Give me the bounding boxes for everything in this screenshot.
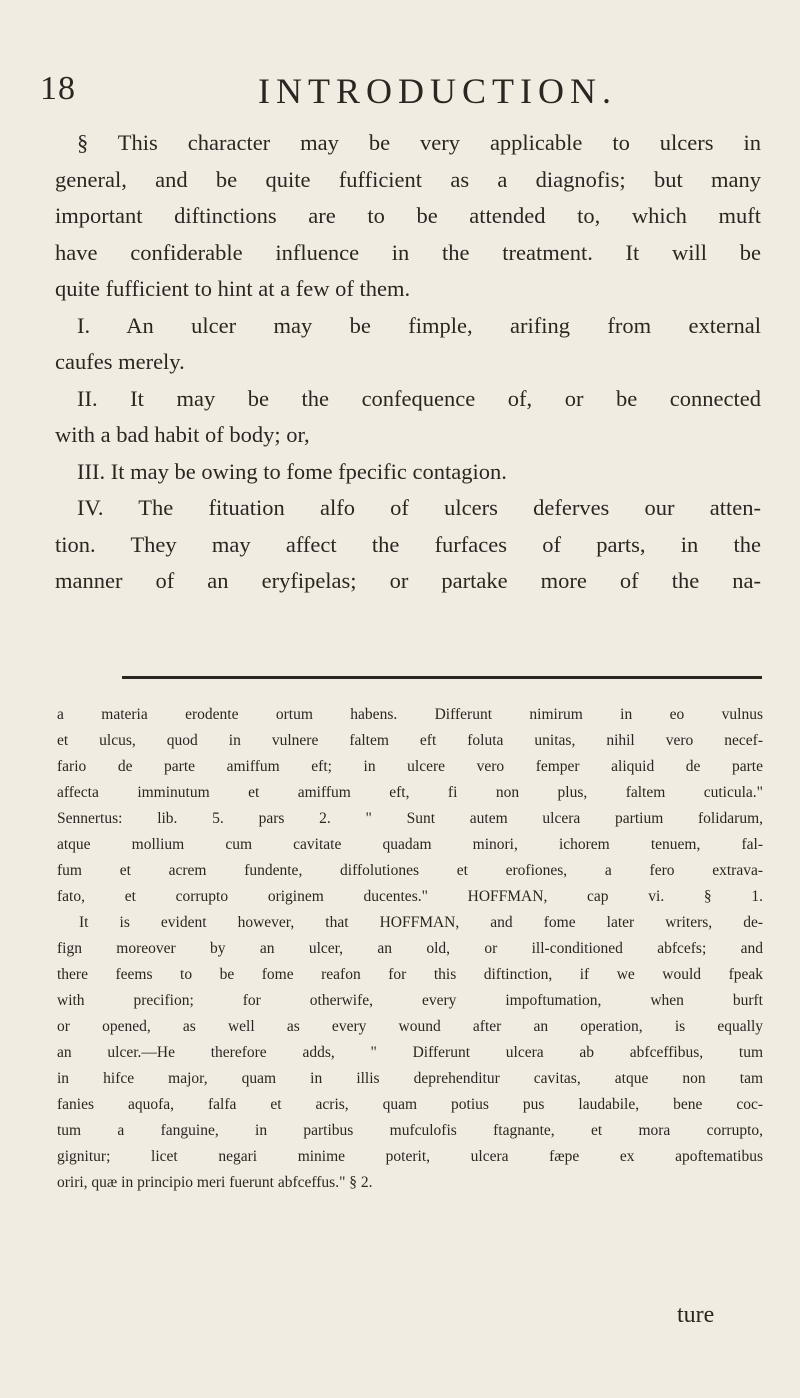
footnote-line: gignitur; licet negari minime poterit, ulcera fæpe ex apoftematibus xyxy=(57,1148,763,1165)
running-title: INTRODUCTION. xyxy=(258,71,617,111)
footnote-line: with precifion; for otherwife, every impoftumation, when burft xyxy=(57,992,763,1009)
footnote-block xyxy=(57,702,763,1196)
page-number: 18 xyxy=(40,70,76,107)
footnote-line: et ulcus, quod in vulnere faltem eft foluta unitas, nihil vero necef- xyxy=(57,732,763,749)
footnote-line: a materia erodente ortum habens. Differunt nimirum in eo vulnus xyxy=(57,706,763,723)
text-line: § This character may be very applicable to ulcers in xyxy=(77,130,761,155)
footnote-line: fign moreover by an ulcer, an old, or ill-conditioned abfcefs; and xyxy=(57,940,763,957)
text-line: with a bad habit of body; or, xyxy=(55,422,310,447)
text-line: I. An ulcer may be fimple, arifing from external xyxy=(77,312,761,338)
catchword: ture xyxy=(677,1302,715,1328)
page-header xyxy=(40,70,760,120)
main-text-block xyxy=(55,125,761,600)
text-line: III. It may be owing to fome fpecific contagion. xyxy=(77,458,507,484)
footnote-line: fato, et corrupto originem ducentes." HOFFMAN, cap vi. § 1. xyxy=(57,888,763,905)
text-line: have confiderable influence in the treatment. It will be xyxy=(55,239,761,265)
footnote-line: tum a fanguine, in partibus mufculofis ftagnante, et mora corrupto, xyxy=(57,1122,763,1139)
footnote-line: in hifce major, quam in illis deprehenditur cavitas, atque non tam xyxy=(57,1070,763,1087)
footnote-divider xyxy=(122,676,762,679)
footnote-line: or opened, as well as every wound after an operation, is equally xyxy=(57,1018,763,1035)
footnote-line: fanies aquofa, falfa et acris, quam potius pus laudabile, bene coc- xyxy=(57,1096,763,1113)
text-line: IV. The fituation alfo of ulcers deferves our atten- xyxy=(77,495,761,520)
text-line: quite fufficient to hint at a few of them. xyxy=(55,276,411,301)
footnote-line: oriri, quæ in principio meri fuerunt abfceffus." § 2. xyxy=(57,1174,373,1191)
text-line: general, and be quite fufficient as a diagnofis; but many xyxy=(55,166,761,192)
footnote-line: affecta imminutum et amiffum eft, fi non plus, faltem cuticula." xyxy=(57,784,763,801)
text-line: II. It may be the confequence of, or be connected xyxy=(77,385,761,411)
footnote-line: there feems to be fome reafon for this diftinction, if we would fpeak xyxy=(57,966,763,983)
footnote-line: fum et acrem fundente, diffolutiones et erofiones, a fero extrava- xyxy=(57,862,763,879)
footnote-line: atque mollium cum cavitate quadam minori, ichorem tenuem, fal- xyxy=(57,836,763,853)
footnote-line: fario de parte amiffum eft; in ulcere vero femper aliquid de parte xyxy=(57,758,763,775)
text-line: important diftinctions are to be attended to, which muft xyxy=(55,203,761,228)
text-line: tion. They may affect the furfaces of parts, in the xyxy=(55,531,761,557)
footnote-line: Sennertus: lib. 5. pars 2. " Sunt autem ulcera partium folidarum, xyxy=(57,810,763,827)
text-line: caufes merely. xyxy=(55,349,185,374)
footnote-line: It is evident however, that HOFFMAN, and fome later writers, de- xyxy=(79,914,763,931)
footnote-line: an ulcer.—He therefore adds, " Differunt ulcera ab abfceffibus, tum xyxy=(57,1044,763,1061)
text-line: manner of an eryfipelas; or partake more of the na- xyxy=(55,568,761,593)
